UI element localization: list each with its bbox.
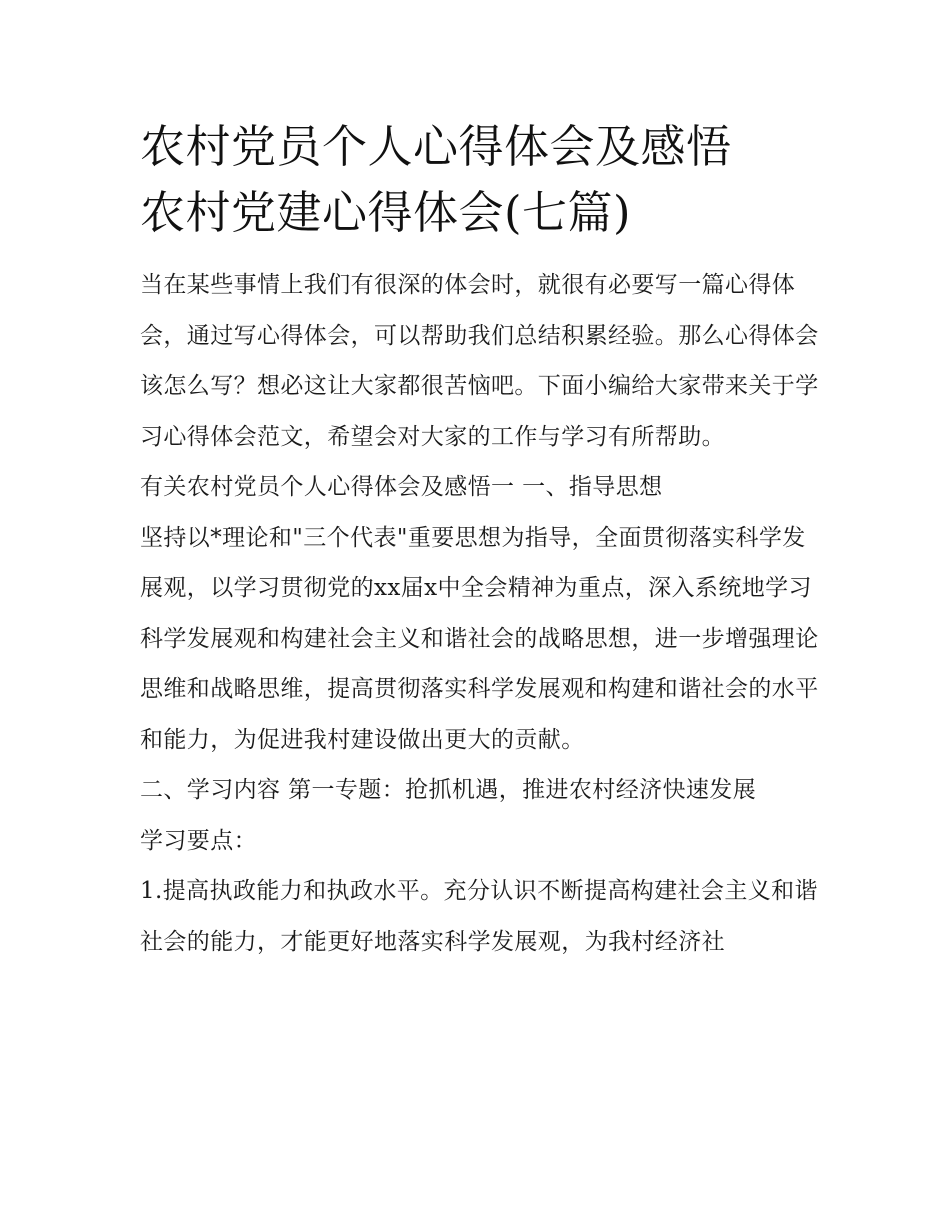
document-body [140, 114, 820, 967]
title-line-2: 农村党建心得体会(七篇) [140, 186, 632, 239]
document-title [140, 114, 820, 246]
study-points-label: 学习要点： [140, 827, 257, 854]
title-line-1: 农村党员个人心得体会及感悟 [140, 120, 732, 173]
guiding-ideology-paragraph: 坚持以*理论和"三个代表"重要思想为指导，全面贯彻落实科学发展观，以学习贯彻党的xx届x中全会精神为重点，深入系统地学习科学发展观和构建社会主义和谐社会的战略思想，进一步增强理论思维和战略思维，提高贯彻落实科学发展观和构建和谐社会的水平和能力，为促进我村建设做出更大的贡献。 [140, 524, 819, 753]
intro-paragraph: 当在某些事情上我们有很深的体会时，就很有必要写一篇心得体会，通过写心得体会，可以帮助我们总结积累经验。那么心得体会该怎么写？想必这让大家都很苦恼吧。下面小编给大家带来关于学习心得体会范文，希望会对大家的工作与学习有所帮助。 [140, 272, 819, 450]
section-heading-study-content: 二、学习内容 第一专题：抢抓机遇，推进农村经济快速发展 [140, 777, 757, 803]
study-point-1-paragraph: 1.提高执政能力和执政水平。充分认识不断提高构建社会主义和谐社会的能力，才能更好地落实科学发展观，为我村经济社 [140, 878, 818, 955]
section-heading-guiding-ideology: 有关农村党员个人心得体会及感悟一 一、指导思想 [140, 474, 663, 500]
